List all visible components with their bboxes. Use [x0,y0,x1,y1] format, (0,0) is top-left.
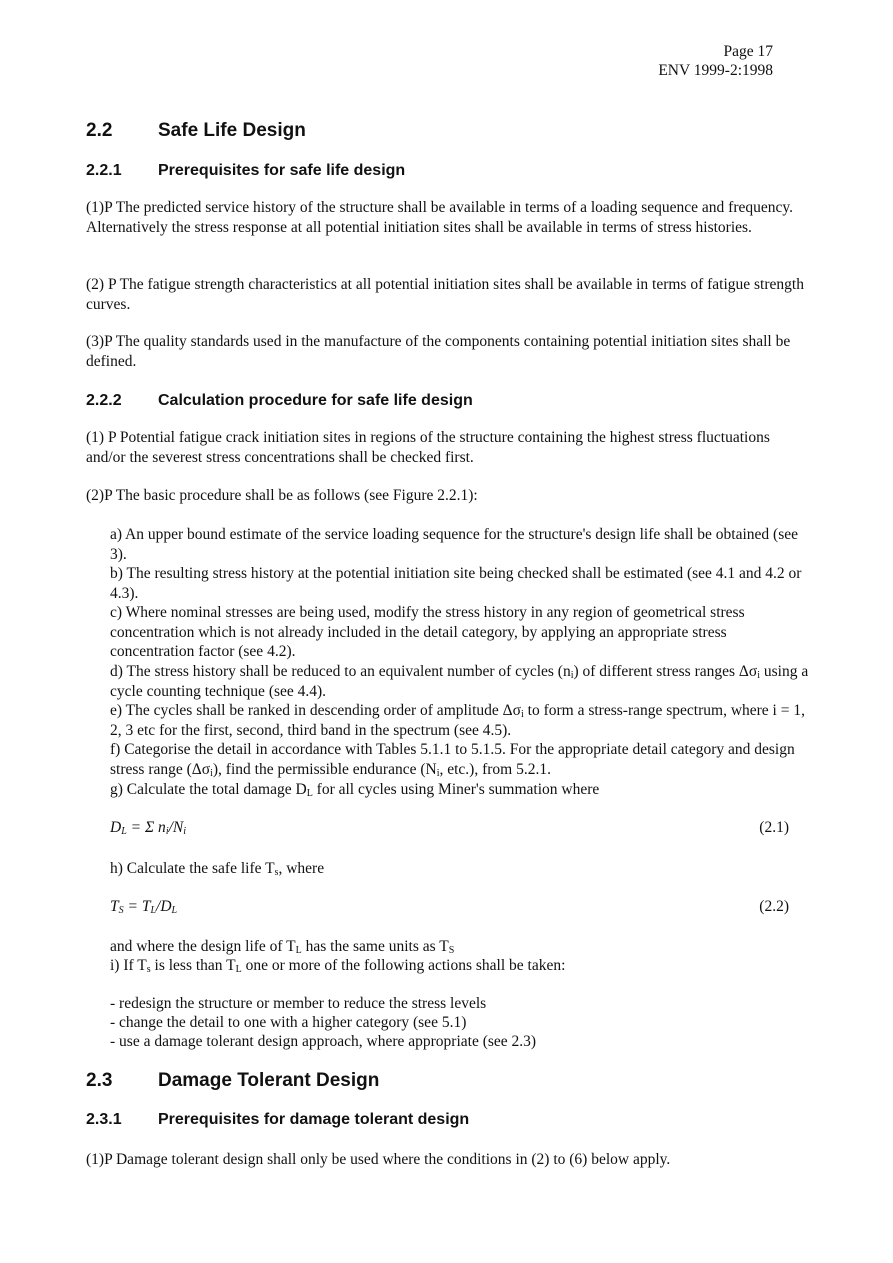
equation-number: (2.2) [759,898,789,915]
subsection-number: 2.3.1 [86,1111,122,1128]
paragraph: (1) P Potential fatigue crack initiation sites in regions of the structure containing the highest stress fluctuations and/or the severest stress concentrations shall be checked first. [86,429,770,466]
paragraph: (2) P The fatigue strength characteristics at all potential initiation sites shall be available in terms of fatigue strength curves. [86,276,804,313]
paragraph: (3)P The quality standards used in the manufacture of the components containing potential initiation sites shall be defined. [86,333,791,370]
list-item: h) Calculate the safe life $T_s$, where [110,860,325,878]
bullet-item: - change the detail to one with a higher category (see 5.1) [110,1014,467,1031]
list-item: e) The cycles shall be ranked in descending order of amplitude $\Delta\sigma_i$ to form a stress-range spectrum, where i = 1, 2, 3 etc for the first, second, third band in the spectrum (see 4.5). [110,702,805,739]
list-item: g) Calculate the total damage $D_L$ for all cycles using Miner's summation where [110,781,600,799]
paragraph: (1)P Damage tolerant design shall only be used where the conditions in (2) to (6) below apply. [86,1151,671,1168]
list-item: d) The stress history shall be reduced to an equivalent number of cycles $(n_i)$ of different stress ranges $\Delta\sigma_i$ using a cycle counting technique (see 4.4). [110,663,809,700]
section-number: 2.2 [86,120,113,141]
document-code: ENV 1999-2:1998 [658,62,773,79]
subsection-title: Prerequisites for safe life design [158,162,406,179]
section-title: Damage Tolerant Design [158,1070,380,1091]
paragraph: (2)P The basic procedure shall be as follows (see Figure 2.2.1): [86,487,478,504]
subsection-title: Calculation procedure for safe life design [158,392,473,409]
subsection-number: 2.2.2 [86,392,122,409]
list-item: f) Categorise the detail in accordance with Tables 5.1.1 to 5.1.5. For the appropriate detail category and design stress range $(\Delta\sigma_i)$, find the permissible endurance ($N_i$, etc.), from 5.2.1. [110,741,795,779]
bullet-item: - redesign the structure or member to reduce the stress levels [110,995,487,1012]
subsection-title: Prerequisites for damage tolerant design [158,1111,470,1128]
list-item: and where the design life of $T_L$ has the same units as $T_S$ [110,938,455,956]
equation-number: (2.1) [759,819,789,836]
list-item: i) If $T_s$ is less than $T_L$ one or more of the following actions shall be taken: [110,957,566,975]
equation: $D_L = \Sigma$ $n_i/N_i$ [110,819,187,837]
page-number: Page 17 [723,43,773,60]
section-number: 2.3 [86,1070,113,1091]
equation: $T_S = T_L/D_L$ [110,898,178,916]
bullet-item: - use a damage tolerant design approach, where appropriate (see 2.3) [110,1033,537,1050]
page-header [658,42,773,80]
list-item: a) An upper bound estimate of the service loading sequence for the structure's design life shall be obtained (see 3). [110,526,799,563]
section-title: Safe Life Design [158,120,306,141]
list-item: b) The resulting stress history at the potential initiation site being checked shall be estimated (see 4.1 and 4.2 or 4.3). [110,565,802,602]
subsection-number: 2.2.1 [86,162,122,179]
list-item: c) Where nominal stresses are being used, modify the stress history in any region of geometrical stress concentration which is not already included in the detail category, by applying an appropriate stress concentration factor (see 4.2). [110,604,745,660]
paragraph: (1)P The predicted service history of the structure shall be available in terms of a loading sequence and frequency. Alternatively the stress response at all potential initiation sites shall be available in terms of stress histories. [86,199,793,236]
